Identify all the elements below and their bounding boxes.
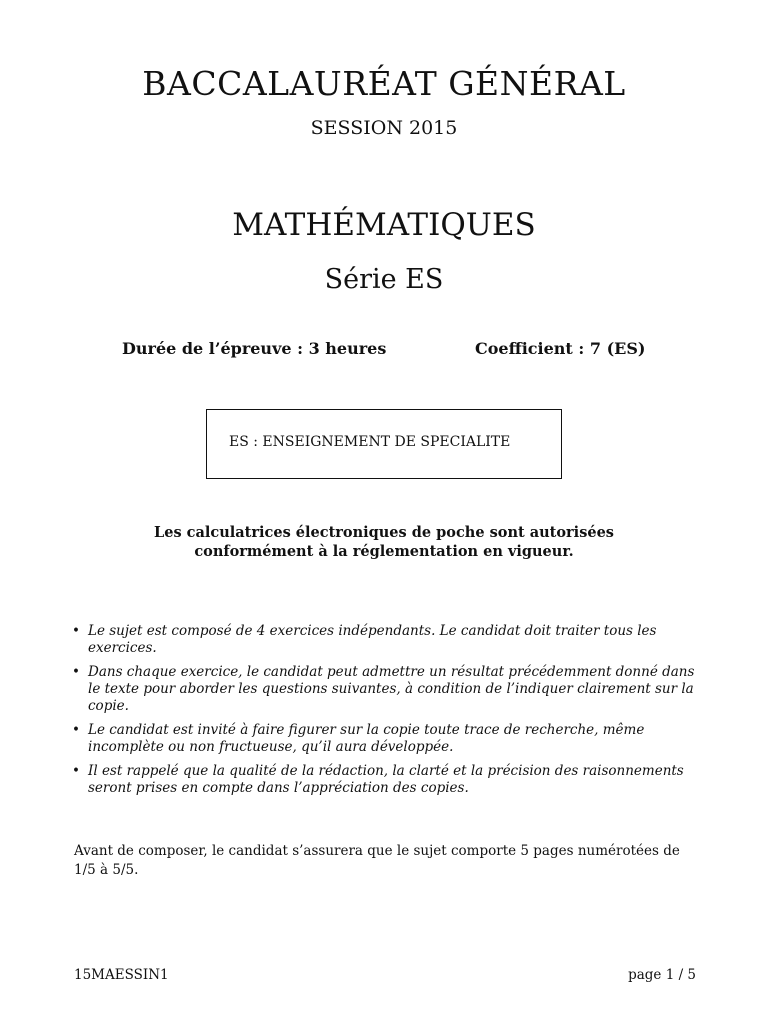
- exam-code: 15MAESSIN1: [74, 967, 169, 983]
- calculator-line-2: conformément à la réglementation en vigueur.: [194, 543, 574, 560]
- rule-text: Il est rappelé que la qualité de la rédaction, la clarté et la précision des raisonnements seront prises en compte dans l’appréciation des copies.: [88, 763, 684, 796]
- bullet-icon: •: [72, 623, 80, 639]
- coefficient-label: Coefficient : 7 (ES): [475, 339, 646, 358]
- bullet-icon: •: [72, 722, 80, 738]
- rules-list: [72, 623, 696, 804]
- rule-item: [72, 623, 696, 657]
- rule-item: [72, 763, 696, 797]
- bullet-icon: •: [72, 664, 80, 680]
- rule-text: Le candidat est invité à faire figurer sur la copie toute trace de recherche, même incomplète ou non fructueuse, qu’il aura développée.: [88, 722, 645, 755]
- subject-title: MATHÉMATIQUES: [232, 207, 536, 243]
- serie-label: Série ES: [324, 264, 444, 295]
- calculator-notice: [0, 523, 768, 561]
- page-count-notice: Avant de composer, le candidat s’assurera que le sujet comporte 5 pages numérotées de 1/5 à 5/5.: [74, 843, 680, 878]
- rule-text: Dans chaque exercice, le candidat peut admettre un résultat précédemment donné dans le texte pour aborder les questions suivantes, à condition de l’indiquer clairement sur la copie.: [88, 664, 695, 714]
- specialty-box: [206, 409, 562, 479]
- duration-label: Durée de l’épreuve : 3 heures: [122, 339, 387, 358]
- page-number: page 1 / 5: [628, 967, 696, 983]
- specialty-label: ES : ENSEIGNEMENT DE SPECIALITE: [229, 434, 511, 450]
- bullet-icon: •: [72, 763, 80, 779]
- session-label: SESSION 2015: [310, 117, 458, 139]
- rule-item: [72, 664, 696, 715]
- exam-title: BACCALAURÉAT GÉNÉRAL: [142, 64, 626, 103]
- calculator-line-1: Les calculatrices électroniques de poche sont autorisées: [154, 524, 614, 541]
- rule-item: [72, 722, 696, 756]
- rule-text: Le sujet est composé de 4 exercices indépendants. Le candidat doit traiter tous les exercices.: [88, 623, 657, 656]
